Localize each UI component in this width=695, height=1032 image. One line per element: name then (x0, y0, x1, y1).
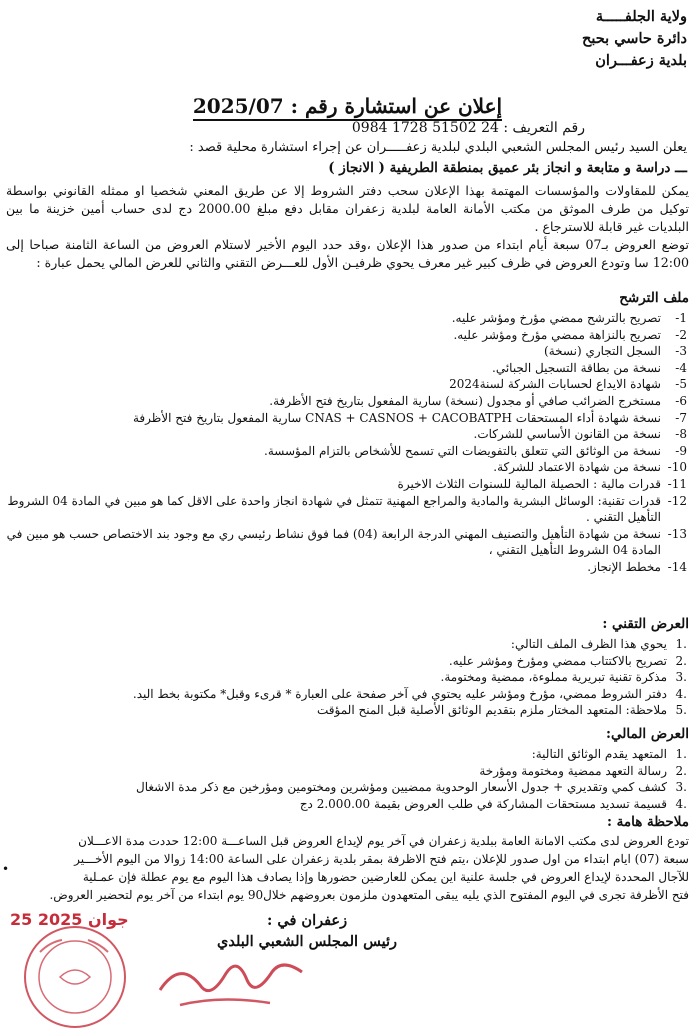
signature-place: زعفران في : (266, 912, 348, 929)
list-item (0, 636, 689, 653)
list-item (0, 310, 689, 327)
list-item (0, 686, 689, 703)
notes-body (6, 832, 689, 904)
list-item (0, 376, 689, 393)
list-item-text: نسخة من القانون الأساسي للشركات. (473, 427, 661, 442)
signature-role: رئيس المجلس الشعبي البلدي (217, 933, 397, 950)
list-item-number: -1 (675, 311, 687, 325)
note-line: سبعة (07) ايام ابتداء من اول صدور للإعلان ،يتم فتح الاظرفة بمقر بلدية زعفران على الساعة 14:00 زوالا من اليوم الأخـــير (74, 852, 689, 866)
notes-heading: ملاحظة هامة : (606, 814, 689, 830)
list-item-text: رسالة التعهد ممضية ومختومة ومؤرخة (479, 763, 667, 778)
list-item-text: مخطط الإنجاز. (587, 559, 661, 574)
list-item-number: 2. (675, 653, 687, 668)
list-item-number: -10 (667, 460, 687, 475)
list-item (0, 327, 689, 344)
intro-line: يعلن السيد رئيس المجلس الشعبي البلدي لبلدية زعفـــــران عن إجراء استشارة محلية قصد : (189, 140, 687, 155)
list-item-number: -11 (667, 476, 687, 491)
list-item-text: السجل التجاري (نسخة) (544, 344, 661, 359)
list-item-text: شهادة الايداع لحسابات الشركة لسنة2024 (449, 377, 661, 392)
list-item-number: -5 (675, 377, 687, 392)
list-item (0, 763, 689, 780)
daira-line: دائرة حاسي بحبح (582, 30, 687, 47)
list-item-number: -13 (667, 526, 687, 541)
list-item (0, 476, 689, 493)
list-item-text: دفتر الشروط ممضي، مؤرخ ومؤشر عليه يحتوي في آخر صفحة على العبارة * قرىء وقبل* مكتوبة بخط اليد. (132, 686, 667, 701)
list-item-text: نسخة من الوثائق التي تتعلق بالتفويضات التي تسمح للأشخاص بالتزام المؤسسة. (264, 443, 661, 458)
list-item-number: -3 (675, 344, 687, 359)
list-item (0, 796, 689, 813)
list-item (0, 653, 689, 670)
announcement-title: إعلان عن استشارة رقم : 2025/07 (150, 94, 545, 118)
list-item (0, 410, 689, 427)
list-item-text: المتعهد يقدم الوثائق التالية: (531, 747, 667, 761)
list-item (0, 669, 689, 686)
list-item (0, 702, 689, 719)
paragraph-deposit: توضع العروض بـ07 سبعة أيام ابتداء من صدور هذا الإعلان ،وقد حدد اليوم الأخير لاستلام العروض من الساعة الثامنة صباحا إلى 12:00 سا وتودع العروض في ظرف كبير غير معرف يحوي ظرفيـن الأول للعـــرض التقني والثاني للعرض المالي يحمل عبارة : (6, 237, 689, 270)
technical-list (0, 636, 689, 719)
list-item-text: يحوي هذا الظرف الملف التالي: (510, 637, 667, 651)
list-item (0, 360, 689, 377)
list-item (0, 459, 689, 476)
list-item (0, 443, 689, 460)
list-item-text: مستخرج الضرائب صافي أو مجدول (نسخة) سارية المفعول بتاريخ فتح الأظرفة. (269, 393, 661, 408)
list-item-number: -8 (675, 427, 687, 442)
file-heading: ملف الترشح (619, 290, 689, 306)
list-item-number: 1. (675, 747, 687, 761)
letterhead (582, 6, 687, 72)
list-item (0, 426, 689, 443)
official-seal-icon (20, 922, 130, 1032)
list-item-number: 3. (675, 780, 687, 795)
list-item-number: -14 (667, 559, 687, 574)
list-item-number: -4 (675, 360, 687, 375)
list-item-text: قسيمة تسديد مستحقات المشاركة في طلب العروض بقيمة 2.000.00 دج (299, 796, 667, 811)
list-item-text: قدرات تقنية: الوسائل البشرية والمادية والمراجع المهنية تتمثل في شهادة انجاز واحدة على الاقل كما هو مبين في المادة 04 الشروط التأهيل التقني . (7, 493, 661, 525)
list-item-number: -9 (675, 443, 687, 458)
list-item (0, 779, 689, 796)
list-item (0, 526, 689, 559)
list-item (0, 393, 689, 410)
note-line: تودع العروض لدى مكتب الامانة العامة ببلدية زعفران في آخر يوم لإيداع العروض قبل الساعـــة 12:00 حددت مدة الاعـــلان (78, 834, 689, 848)
list-item-number: -6 (675, 393, 687, 408)
financial-heading: العرض المالي: (606, 726, 689, 742)
technical-heading: العرض التقني : (602, 616, 689, 632)
list-item (0, 559, 689, 576)
list-item-number: 4. (675, 796, 687, 811)
baladia-line: بلدية زعفـــران (595, 52, 687, 69)
reference-number: رقم التعريف : 24 51502 1728 0984 (351, 120, 585, 136)
list-item-text: نسخة من شهادة التأهيل والتصنيف المهني الدرجة الرابعة (04) فما فوق نشاط رئيسي ري مع وجود بند الاختصاص حسب هو مبين في المادة 04 الشروط التأهيل التقني ، (6, 526, 661, 558)
list-item-text: ملاحظة: المتعهد المختار ملزم بتقديم الوثائق الأصلية قبل المنح المؤقت (317, 703, 667, 718)
list-item-text: قدرات مالية : الحصيلة المالية للسنوات الثلاث الاخيرة (397, 476, 661, 491)
subject-line: ـــ دراسة و متابعة و انجاز بئر عميق بمنطقة الطريفية ( الانجاز ) (328, 160, 687, 176)
financial-list (0, 746, 689, 812)
list-item-number: 4. (675, 686, 687, 701)
note-line: للآجال المحددة لإيداع العروض في جلسة علنية اين يمكن للعارضين حضورها وإذا يصادف هذا اليوم مع يوم عطلة فإن عمـلية (82, 870, 689, 884)
list-item-number: 1. (675, 637, 687, 651)
list-item-text: نسخة من شهادة الاعتماد للشركة. (493, 460, 661, 475)
handwritten-signature-icon (150, 950, 320, 1020)
list-item-number: -7 (675, 410, 687, 425)
list-item-text: نسخة شهادة أداء المستحقات CNAS + CASNOS + CACOBATPH سارية المفعول بتاريخ فتح الأظرفة (132, 410, 661, 425)
bullet-icon: • (2, 862, 10, 876)
list-item-number: -2 (675, 327, 687, 342)
date-stamp: 25 جوان 2025 (10, 910, 129, 929)
signature-block (217, 910, 397, 952)
list-item (0, 746, 689, 763)
list-item-number: 2. (675, 763, 687, 778)
paragraph-withdraw: يمكن للمقاولات والمؤسسات المهتمة بهذا الإعلان سحب دفتر الشروط إلا عن طريق المعني شخصيا او ممثله القانوني بواسطة توكيل من طرف الموثق من مكتب الأمانة العامة لبلدية زعفران مقابل دفع مبلغ 2000.00 دج لدى حساب أمين خزينة ما بين البلديات غير قابلة للاسترجاع . (6, 183, 689, 234)
list-item-text: تصريح بالنزاهة ممضي مؤرخ ومؤشر عليه. (453, 327, 661, 342)
file-list (0, 310, 689, 576)
list-item-number: 3. (675, 670, 687, 685)
list-item-text: كشف كمي وتقديري + جدول الأسعار الوحدوية ممضيين ومؤشرين ومختومين ومؤرخين مع ذكر مدة الاشغال (136, 780, 667, 795)
list-item-text: مذكرة تقنية تبريرية مملوءة، ممضية ومختومة. (440, 670, 667, 685)
list-item (0, 343, 689, 360)
list-item-number: -12 (667, 493, 687, 508)
wilaya-line: ولاية الجلفـــــة (595, 8, 687, 25)
list-item-text: نسخة من بطاقة التسجيل الجبائي. (492, 360, 661, 375)
note-line: فتح الأظرفة تجرى في اليوم المفتوح الذي يليه يبقى المتعهدون ملزمون بعروضهم خلال90 يوم ابتداء من آخر يوم لتحضير العروض. (49, 888, 689, 902)
list-item (0, 493, 689, 526)
list-item-text: تصريح بالترشح ممضي مؤرخ ومؤشر عليه. (451, 311, 661, 325)
list-item-text: تصريح بالاكتتاب ممضي ومؤرخ ومؤشر عليه. (448, 653, 667, 668)
list-item-number: 5. (675, 703, 687, 718)
